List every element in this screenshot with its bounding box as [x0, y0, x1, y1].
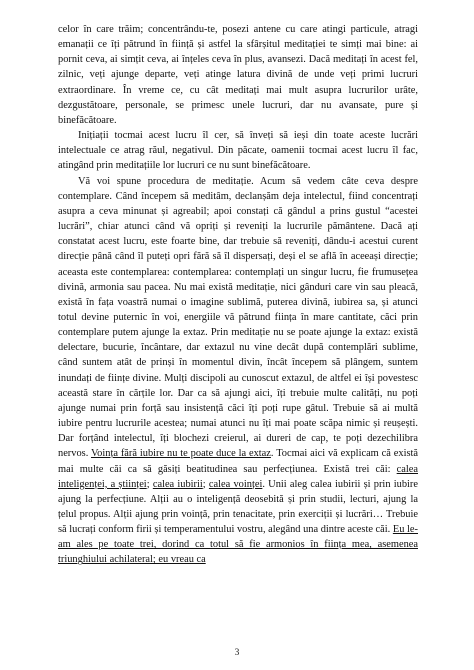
path-love: calea iubirii [152, 478, 203, 490]
path-separator-2: ; [202, 478, 209, 490]
paragraph-3-text-b: . Tocmai aici vă explicam că există mai multe căi ca să găsiți beatitudinea sau perfecțiunea. Există trei căi: [58, 448, 418, 475]
page-number: 3 [234, 648, 240, 658]
document-page [58, 22, 418, 568]
paragraph-3-text-a: Vă voi spune procedura de meditație. Acum să vedem câte ceva despre contemplare. Când începem să meditâm, declanșăm deja intelectul, fiind concentrați asupra a ceva minunat și agreabil; apoi constați că gândul a prins gustul “acestei lucrări”, chiar atunci când vă opriți și reveniți la lucrurile pământene. Dacă ați constatat acest lucru, este foarte bine, dar trebuie să reveniți, dându-i acestui curent direcție până când îl puteți opri fără să îl dispersați, deși el se află în aceeași direcție; aceasta este contemplarea: contemplarea: contemplați un singur lucru, fie frumusețea divină, armonia sau pacea. Nu mai există meditație, nici gânduri care vin sau pleacă, există în fața voastră numai o imagine sublimă, puterea divină, iubirea sa, și atunci totul devine puternic în voi, energiile vă pătrund ființa în mare cantitate, căci prin contemplare putem ajunge la extaz. Prin meditație nu se poate ajunge la extaz: există delectare, bucurie, încântare, dar extazul nu vine decât după contemplări sublime, când suntem atât de prinși în momentul divin, încât începem să plângem, suntem inundați de ființe divine. Mulți discipoli au cunoscut extazul, de altfel ei își povestesc această stare în cărțile lor. Dar ca să ajungi aici, îți trebuie multe calități, nu poți ajunge numai prin forță sau insistență căci îți poți rupe gâtul. Trebuie să ai multă iubire pentru lucrurile acestea; numai atunci nu îți mai poate scăpa nimic și reușești. Dar forțând intelectul, îți blochezi creierul, ai dureri de cap, te poți dezechilibra nervos. [58, 175, 418, 460]
underlined-statement-will-love: Voința fără iubire nu te poate duce la extaz [91, 448, 271, 460]
paragraph-2: Inițiații tocmai acest lucru îl cer, să înveți să ieși din toate aceste lucrări intelectuale ce atrag răul, negativul. Din păcate, oamenii tocmai acest lucru îl fac, atingând prin meditațiile lor lucruri ce nu sunt binefăcătoare. [58, 130, 418, 172]
paragraph-3-text-c: . Unii aleg calea iubirii și prin iubire ajung la perfecțiune. Alții au o inteligență deosebită și prin studii, lecturi, ajung la țelul propus. Alții ajung prin voință, prin tenacitate, prin exerciții și lucrări… Trebuie să lucrați conform firii și temperamentului vostru, alegând una dintre aceste căi. [58, 478, 418, 536]
paragraph-1: celor în care trăim; concentrându-te, posezi antene cu care atingi particule, atragi emanații ce îți pătrund în ființă și astfel la sfârșitul meditației te simți mai bine: ai pornit ceva, ai simțit ceva, ai înțeles ceva în plus, avansezi. Dacă meditați în acest fel, zilnic, veți ajunge departe, veți atinge latura divină de unde veți primi lucruri extraordinare. În vreme ce, cu cât meditați mai mult asupra lucrurilor urâte, dezgustătoare, personale, se primesc unele lucruri, dar nu avansate, pure și binefăcătoare. [58, 24, 418, 126]
path-intelligence: calea inteligenței, a științei [58, 463, 418, 490]
path-will: calea voinței [208, 478, 263, 490]
underlined-statement-three-paths: Eu le-am ales pe toate trei, dorind ca totul să fie armonios în ființa mea, asemenea triunghiului achilateral; eu vreau ca [58, 524, 418, 566]
paragraph-3 [58, 174, 418, 568]
path-separator-1: ; [146, 478, 153, 490]
